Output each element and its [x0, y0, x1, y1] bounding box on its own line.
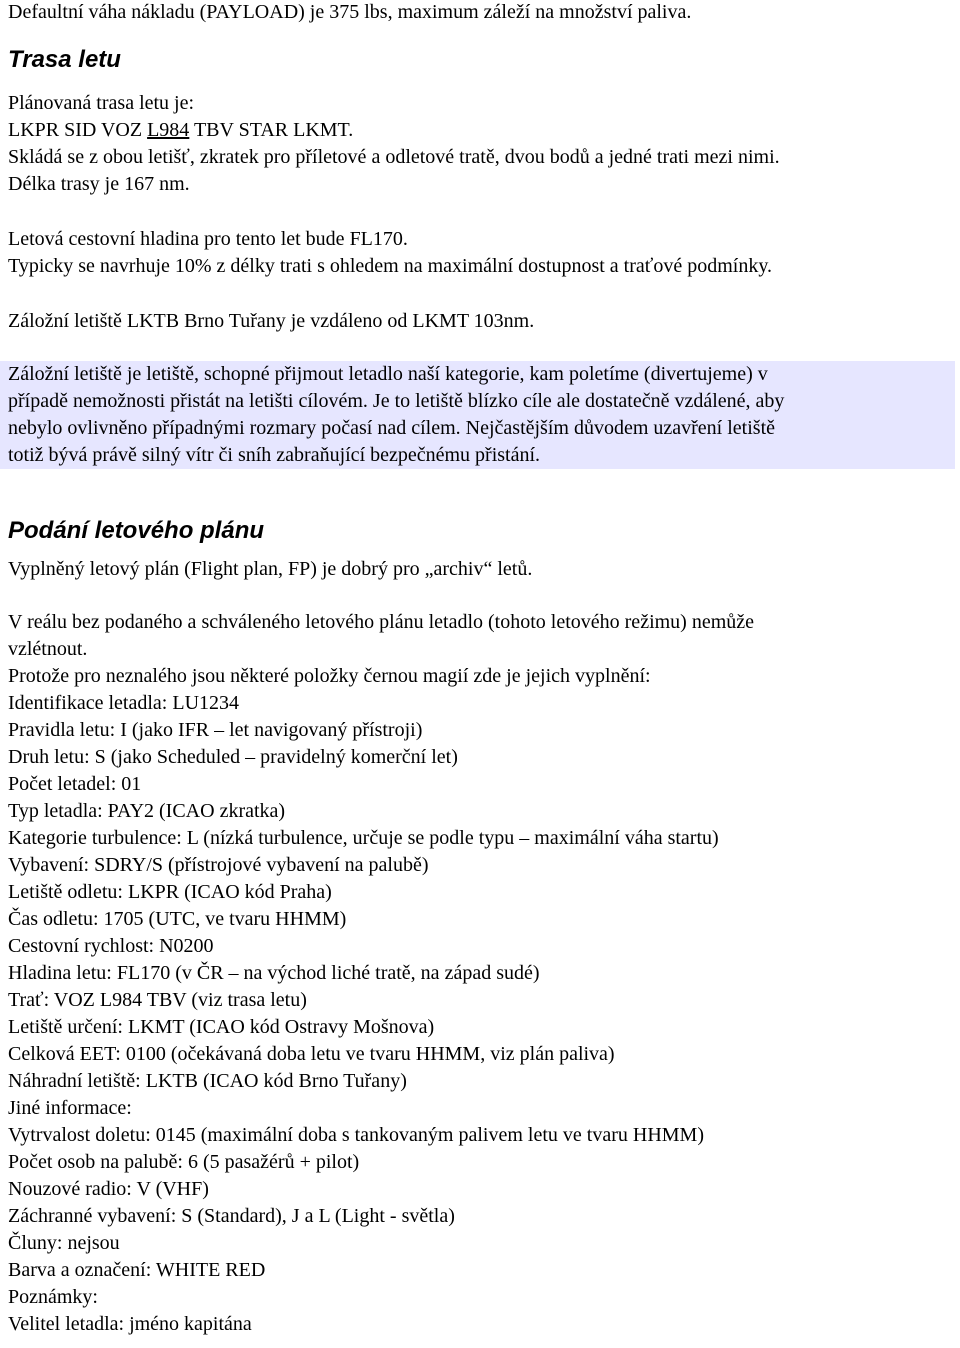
field-dinghies: Čluny: nejsou — [8, 1232, 120, 1254]
spacer — [8, 280, 953, 308]
archive-note: Vyplněný letový plán (Flight plan, FP) je dobrý pro „archiv“ letů. — [8, 558, 533, 580]
field-endurance: Vytrvalost doletu: 0145 (maximální doba s tankovaným palivem letu ve tvaru HHMM) — [8, 1124, 704, 1146]
alternate-airport: Záložní letiště LKTB Brno Tuřany je vzdáleno od LKMT 103nm. — [8, 310, 535, 332]
spacer — [8, 335, 953, 361]
field-alternate: Náhradní letiště: LKTB (ICAO kód Brno Tuřany) — [8, 1070, 407, 1092]
field-wake-turbulence: Kategorie turbulence: L (nízká turbulence, určuje se podle typu – maximální váha startu) — [8, 827, 719, 849]
airway-link[interactable]: L984 — [147, 119, 190, 141]
route-heading: Trasa letu — [8, 46, 121, 73]
field-cruise-speed: Cestovní rychlost: N0200 — [8, 935, 214, 957]
field-destination: Letiště určení: LKMT (ICAO kód Ostravy Mošnova) — [8, 1016, 435, 1038]
route-composition: Skládá se z obou letišť, zkratek pro příletové a odletové tratě, dvou bodů a jedné trati mezi nimi. — [8, 146, 780, 168]
route-start: LKPR SID VOZ — [8, 119, 148, 141]
field-survival-equipment: Záchranné vybavení: S (Standard), J a L (Light - světla) — [8, 1205, 455, 1227]
cruise-level: Letová cestovní hladina pro tento let bude FL170. — [8, 228, 408, 250]
reality-note: V reálu bez podaného a schváleného letového plánu letadlo (tohoto letového režimu) nemůže — [8, 611, 755, 633]
flight-plan-heading: Podání letového plánu — [8, 517, 265, 544]
spacer — [8, 583, 953, 609]
fields-intro: Protože pro neznalého jsou některé položky černou magií zde je jejich vyplnění: — [8, 665, 651, 687]
field-remarks: Poznámky: — [8, 1286, 98, 1308]
alternate-note-highlight — [0, 361, 955, 469]
route-planned-label: Plánovaná trasa letu je: — [8, 92, 195, 114]
field-other-info: Jiné informace: — [8, 1097, 132, 1119]
alternate-note-line: případě nemožnosti přistát na letišti cílovém. Je to letiště blízko cíle ale dostatečně vzdálené, aby — [8, 390, 785, 412]
spacer — [8, 198, 953, 226]
field-departure-airport: Letiště odletu: LKPR (ICAO kód Praha) — [8, 881, 332, 903]
field-aircraft-type: Typ letadla: PAY2 (ICAO zkratka) — [8, 800, 286, 822]
field-route: Trať: VOZ L984 TBV (viz trasa letu) — [8, 989, 307, 1011]
route-length: Délka trasy je 167 nm. — [8, 173, 190, 195]
route-end: TBV STAR LKMT. — [189, 119, 354, 141]
field-emergency-radio: Nouzové radio: V (VHF) — [8, 1178, 209, 1200]
field-pilot-in-command: Velitel letadla: jméno kapitána — [8, 1313, 252, 1335]
field-equipment: Vybavení: SDRY/S (přístrojové vybavení na palubě) — [8, 854, 429, 876]
field-flight-rules: Pravidla letu: I (jako IFR – let navigovaný přístroji) — [8, 719, 423, 741]
payload-line: Defaultní váha nákladu (PAYLOAD) je 375 lbs, maximum záleží na množství paliva. — [8, 1, 692, 23]
field-departure-time: Čas odletu: 1705 (UTC, ve tvaru HHMM) — [8, 908, 347, 930]
document-page — [8, 0, 953, 1338]
alternate-note-line: totiž bývá právě silný vítr či sníh zabraňující bezpečnému přistání. — [8, 444, 541, 466]
reality-note-cont: vzlétnout. — [8, 638, 88, 660]
field-aircraft-count: Počet letadel: 01 — [8, 773, 142, 795]
field-aircraft-id: Identifikace letadla: LU1234 — [8, 692, 240, 714]
field-flight-level: Hladina letu: FL170 (v ČR – na východ liché tratě, na západ sudé) — [8, 962, 540, 984]
route-string — [8, 117, 953, 144]
cruise-note: Typicky se navrhuje 10% z délky trati s ohledem na maximální dostupnost a traťové podmínky. — [8, 255, 773, 277]
alternate-note-line: Záložní letiště je letiště, schopné přijmout letadlo naší kategorie, kam poletíme (divertujeme) v — [8, 363, 768, 385]
flight-plan-fields — [8, 690, 953, 1338]
alternate-note-line: nebylo ovlivněno případnými rozmary počasí nad cílem. Nejčastějším důvodem uzavření letiště — [8, 417, 776, 439]
field-colour-markings: Barva a označení: WHITE RED — [8, 1259, 266, 1281]
field-flight-type: Druh letu: S (jako Scheduled – pravidelný komerční let) — [8, 746, 458, 768]
field-persons-on-board: Počet osob na palubě: 6 (5 pasažérů + pilot) — [8, 1151, 360, 1173]
field-total-eet: Celková EET: 0100 (očekávaná doba letu ve tvaru HHMM, viz plán paliva) — [8, 1043, 615, 1065]
